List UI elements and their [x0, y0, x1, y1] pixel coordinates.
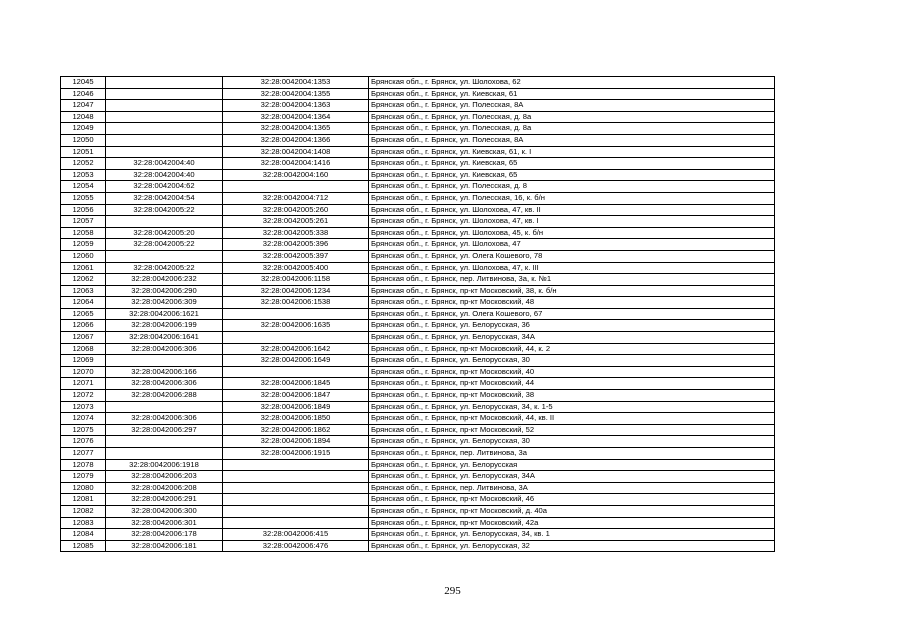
- cadastral-number-cell: 32:28:0042006:415: [223, 529, 369, 541]
- cadastral-number-cell: 32:28:0042006:1849: [223, 401, 369, 413]
- row-number-cell: 12049: [61, 123, 106, 135]
- cadastral-number-cell: 32:28:0042005:338: [223, 227, 369, 239]
- table-row: [61, 378, 775, 390]
- address-cell: Брянская обл., г. Брянск, пр-кт Московский, 40: [369, 366, 775, 378]
- table-row: [61, 482, 775, 494]
- row-number-cell: 12062: [61, 274, 106, 286]
- table-row: [61, 413, 775, 425]
- row-number-cell: 12065: [61, 308, 106, 320]
- row-number-cell: 12075: [61, 424, 106, 436]
- row-number-cell: 12056: [61, 204, 106, 216]
- address-cell: Брянская обл., г. Брянск, пр-кт Московский, 42а: [369, 517, 775, 529]
- cadastral-number-cell: 32:28:0042004:1408: [223, 146, 369, 158]
- table-row: [61, 366, 775, 378]
- cadastral-number-cell: 32:28:0042004:1416: [223, 158, 369, 170]
- table-row: [61, 181, 775, 193]
- previous-cadastral-number-cell: 32:28:0042004:54: [106, 192, 223, 204]
- address-cell: Брянская обл., г. Брянск, пр-кт Московский, 52: [369, 424, 775, 436]
- address-cell: Брянская обл., г. Брянск, ул. Белорусская, 34А: [369, 471, 775, 483]
- cadastral-number-cell: 32:28:0042004:1364: [223, 111, 369, 123]
- address-cell: Брянская обл., г. Брянск, ул. Киевская, 65: [369, 169, 775, 181]
- row-number-cell: 12067: [61, 332, 106, 344]
- cadastral-number-cell: 32:28:0042006:1158: [223, 274, 369, 286]
- row-number-cell: 12057: [61, 216, 106, 228]
- previous-cadastral-number-cell: 32:28:0042006:309: [106, 297, 223, 309]
- table-row: [61, 88, 775, 100]
- table-row: [61, 123, 775, 135]
- previous-cadastral-number-cell: 32:28:0042006:288: [106, 390, 223, 402]
- row-number-cell: 12071: [61, 378, 106, 390]
- address-cell: Брянская обл., г. Брянск, ул. Шолохова, 47, кв. I: [369, 216, 775, 228]
- address-cell: Брянская обл., г. Брянск, ул. Шолохова, 47, к. III: [369, 262, 775, 274]
- address-cell: Брянская обл., г. Брянск, пер. Литвинова, 3а, к. №1: [369, 274, 775, 286]
- cadastral-number-cell: [223, 366, 369, 378]
- table-row: [61, 204, 775, 216]
- cadastral-number-cell: [223, 505, 369, 517]
- previous-cadastral-number-cell: 32:28:0042006:1641: [106, 332, 223, 344]
- previous-cadastral-number-cell: 32:28:0042006:306: [106, 378, 223, 390]
- row-number-cell: 12058: [61, 227, 106, 239]
- address-cell: Брянская обл., г. Брянск, ул. Белорусская: [369, 459, 775, 471]
- previous-cadastral-number-cell: 32:28:0042006:232: [106, 274, 223, 286]
- table-row: [61, 100, 775, 112]
- address-cell: Брянская обл., г. Брянск, ул. Шолохова, 47: [369, 239, 775, 251]
- row-number-cell: 12074: [61, 413, 106, 425]
- previous-cadastral-number-cell: 32:28:0042006:297: [106, 424, 223, 436]
- cadastral-number-cell: 32:28:0042005:261: [223, 216, 369, 228]
- address-cell: Брянская обл., г. Брянск, пр-кт Московский, д. 40а: [369, 505, 775, 517]
- previous-cadastral-number-cell: 32:28:0042005:22: [106, 262, 223, 274]
- row-number-cell: 12082: [61, 505, 106, 517]
- cadastral-number-cell: 32:28:0042006:1642: [223, 343, 369, 355]
- row-number-cell: 12046: [61, 88, 106, 100]
- table-row: [61, 262, 775, 274]
- row-number-cell: 12069: [61, 355, 106, 367]
- table-row: [61, 77, 775, 89]
- previous-cadastral-number-cell: [106, 448, 223, 460]
- previous-cadastral-number-cell: 32:28:0042006:1918: [106, 459, 223, 471]
- address-cell: Брянская обл., г. Брянск, ул. Киевская, 61: [369, 88, 775, 100]
- previous-cadastral-number-cell: 32:28:0042006:181: [106, 540, 223, 552]
- cadastral-number-cell: 32:28:0042004:1353: [223, 77, 369, 89]
- row-number-cell: 12060: [61, 250, 106, 262]
- previous-cadastral-number-cell: 32:28:0042006:208: [106, 482, 223, 494]
- table-row: [61, 239, 775, 251]
- table-row: [61, 401, 775, 413]
- row-number-cell: 12054: [61, 181, 106, 193]
- address-cell: Брянская обл., г. Брянск, ул. Белорусская, 32: [369, 540, 775, 552]
- address-cell: Брянская обл., г. Брянск, ул. Полесская, д. 8а: [369, 123, 775, 135]
- address-cell: Брянская обл., г. Брянск, ул. Белорусская, 36: [369, 320, 775, 332]
- table-row: [61, 250, 775, 262]
- previous-cadastral-number-cell: 32:28:0042006:1621: [106, 308, 223, 320]
- cadastral-number-cell: 32:28:0042006:1847: [223, 390, 369, 402]
- table-row: [61, 320, 775, 332]
- address-cell: Брянская обл., г. Брянск, ул. Олега Кошевого, 67: [369, 308, 775, 320]
- row-number-cell: 12085: [61, 540, 106, 552]
- table-row: [61, 459, 775, 471]
- table-row: [61, 169, 775, 181]
- row-number-cell: 12078: [61, 459, 106, 471]
- row-number-cell: 12052: [61, 158, 106, 170]
- table-row: [61, 505, 775, 517]
- address-cell: Брянская обл., г. Брянск, пер. Литвинова, 3а: [369, 448, 775, 460]
- cadastral-number-cell: 32:28:0042006:1862: [223, 424, 369, 436]
- table-row: [61, 111, 775, 123]
- address-cell: Брянская обл., г. Брянск, ул. Белорусская, 30: [369, 436, 775, 448]
- row-number-cell: 12072: [61, 390, 106, 402]
- address-cell: Брянская обл., г. Брянск, ул. Белорусская, 34А: [369, 332, 775, 344]
- table-row: [61, 227, 775, 239]
- cadastral-number-cell: 32:28:0042006:1915: [223, 448, 369, 460]
- table-row: [61, 134, 775, 146]
- previous-cadastral-number-cell: 32:28:0042006:290: [106, 285, 223, 297]
- table-row: [61, 424, 775, 436]
- address-cell: Брянская обл., г. Брянск, ул. Киевская, 65: [369, 158, 775, 170]
- table-row: [61, 436, 775, 448]
- row-number-cell: 12073: [61, 401, 106, 413]
- page-number: 295: [444, 585, 461, 597]
- row-number-cell: 12080: [61, 482, 106, 494]
- cadastral-number-cell: [223, 459, 369, 471]
- row-number-cell: 12084: [61, 529, 106, 541]
- table-row: [61, 297, 775, 309]
- row-number-cell: 12055: [61, 192, 106, 204]
- row-number-cell: 12047: [61, 100, 106, 112]
- previous-cadastral-number-cell: [106, 77, 223, 89]
- row-number-cell: 12068: [61, 343, 106, 355]
- previous-cadastral-number-cell: 32:28:0042006:203: [106, 471, 223, 483]
- address-cell: Брянская обл., г. Брянск, ул. Полесская, 8А: [369, 100, 775, 112]
- previous-cadastral-number-cell: [106, 123, 223, 135]
- previous-cadastral-number-cell: [106, 436, 223, 448]
- table-row: [61, 146, 775, 158]
- address-cell: Брянская обл., г. Брянск, ул. Полесская, д. 8: [369, 181, 775, 193]
- row-number-cell: 12070: [61, 366, 106, 378]
- table-row: [61, 355, 775, 367]
- cadastral-number-cell: [223, 494, 369, 506]
- address-cell: Брянская обл., г. Брянск, пер. Литвинова, 3А: [369, 482, 775, 494]
- cadastral-number-cell: 32:28:0042005:397: [223, 250, 369, 262]
- previous-cadastral-number-cell: [106, 146, 223, 158]
- property-registry-table: [60, 76, 775, 552]
- cadastral-number-cell: 32:28:0042006:1234: [223, 285, 369, 297]
- row-number-cell: 12051: [61, 146, 106, 158]
- row-number-cell: 12079: [61, 471, 106, 483]
- previous-cadastral-number-cell: 32:28:0042006:199: [106, 320, 223, 332]
- previous-cadastral-number-cell: [106, 216, 223, 228]
- table-row: [61, 274, 775, 286]
- row-number-cell: 12061: [61, 262, 106, 274]
- previous-cadastral-number-cell: 32:28:0042005:22: [106, 204, 223, 216]
- previous-cadastral-number-cell: 32:28:0042006:300: [106, 505, 223, 517]
- cadastral-number-cell: [223, 517, 369, 529]
- address-cell: Брянская обл., г. Брянск, пр-кт Московский, 48: [369, 297, 775, 309]
- address-cell: Брянская обл., г. Брянск, ул. Шолохова, 47, кв. II: [369, 204, 775, 216]
- row-number-cell: 12083: [61, 517, 106, 529]
- address-cell: Брянская обл., г. Брянск, ул. Олега Кошевого, 78: [369, 250, 775, 262]
- previous-cadastral-number-cell: 32:28:0042005:20: [106, 227, 223, 239]
- previous-cadastral-number-cell: 32:28:0042006:291: [106, 494, 223, 506]
- previous-cadastral-number-cell: 32:28:0042006:301: [106, 517, 223, 529]
- table-row: [61, 216, 775, 228]
- table-row: [61, 529, 775, 541]
- address-cell: Брянская обл., г. Брянск, ул. Шолохова, 45, к. б/н: [369, 227, 775, 239]
- previous-cadastral-number-cell: 32:28:0042004:62: [106, 181, 223, 193]
- row-number-cell: 12076: [61, 436, 106, 448]
- cadastral-number-cell: 32:28:0042006:1649: [223, 355, 369, 367]
- previous-cadastral-number-cell: 32:28:0042005:22: [106, 239, 223, 251]
- previous-cadastral-number-cell: [106, 111, 223, 123]
- previous-cadastral-number-cell: 32:28:0042006:306: [106, 413, 223, 425]
- address-cell: Брянская обл., г. Брянск, ул. Белорусская, 30: [369, 355, 775, 367]
- address-cell: Брянская обл., г. Брянск, пр-кт Московский, 38: [369, 390, 775, 402]
- previous-cadastral-number-cell: [106, 401, 223, 413]
- cadastral-number-cell: 32:28:0042004:1365: [223, 123, 369, 135]
- table-row: [61, 390, 775, 402]
- cadastral-number-cell: [223, 471, 369, 483]
- row-number-cell: 12066: [61, 320, 106, 332]
- cadastral-number-cell: 32:28:0042006:1850: [223, 413, 369, 425]
- cadastral-number-cell: 32:28:0042005:260: [223, 204, 369, 216]
- cadastral-number-cell: [223, 332, 369, 344]
- previous-cadastral-number-cell: 32:28:0042004:40: [106, 169, 223, 181]
- cadastral-number-cell: 32:28:0042004:1363: [223, 100, 369, 112]
- cadastral-number-cell: 32:28:0042005:396: [223, 239, 369, 251]
- cadastral-number-cell: 32:28:0042006:1845: [223, 378, 369, 390]
- address-cell: Брянская обл., г. Брянск, ул. Киевская, 61, к. I: [369, 146, 775, 158]
- address-cell: Брянская обл., г. Брянск, ул. Белорусская, 34, к. 1-5: [369, 401, 775, 413]
- address-cell: Брянская обл., г. Брянск, пр-кт Московский, 44: [369, 378, 775, 390]
- cadastral-number-cell: [223, 181, 369, 193]
- previous-cadastral-number-cell: [106, 134, 223, 146]
- previous-cadastral-number-cell: 32:28:0042006:306: [106, 343, 223, 355]
- cadastral-number-cell: 32:28:0042006:1635: [223, 320, 369, 332]
- cadastral-number-cell: [223, 308, 369, 320]
- table-row: [61, 471, 775, 483]
- row-number-cell: 12081: [61, 494, 106, 506]
- previous-cadastral-number-cell: 32:28:0042006:178: [106, 529, 223, 541]
- table-row: [61, 343, 775, 355]
- row-number-cell: 12053: [61, 169, 106, 181]
- cadastral-number-cell: 32:28:0042004:1355: [223, 88, 369, 100]
- table-row: [61, 448, 775, 460]
- cadastral-number-cell: 32:28:0042004:160: [223, 169, 369, 181]
- cadastral-number-cell: 32:28:0042004:1366: [223, 134, 369, 146]
- row-number-cell: 12077: [61, 448, 106, 460]
- address-cell: Брянская обл., г. Брянск, ул. Полесская, 8А: [369, 134, 775, 146]
- previous-cadastral-number-cell: [106, 250, 223, 262]
- address-cell: Брянская обл., г. Брянск, пр-кт Московский, 44, к. 2: [369, 343, 775, 355]
- cadastral-number-cell: [223, 482, 369, 494]
- previous-cadastral-number-cell: 32:28:0042004:40: [106, 158, 223, 170]
- table-row: [61, 332, 775, 344]
- cadastral-number-cell: 32:28:0042005:400: [223, 262, 369, 274]
- table-row: [61, 192, 775, 204]
- table-row: [61, 158, 775, 170]
- address-cell: Брянская обл., г. Брянск, пр-кт Московский, 44, кв. II: [369, 413, 775, 425]
- cadastral-number-cell: 32:28:0042006:1894: [223, 436, 369, 448]
- cadastral-number-cell: 32:28:0042004:712: [223, 192, 369, 204]
- address-cell: Брянская обл., г. Брянск, пр-кт Московский, 46: [369, 494, 775, 506]
- address-cell: Брянская обл., г. Брянск, ул. Полесская, д. 8а: [369, 111, 775, 123]
- row-number-cell: 12059: [61, 239, 106, 251]
- table-row: [61, 285, 775, 297]
- address-cell: Брянская обл., г. Брянск, ул. Полесская, 16, к. б/н: [369, 192, 775, 204]
- table-row: [61, 517, 775, 529]
- address-cell: Брянская обл., г. Брянск, пр-кт Московский, 38, к. б/н: [369, 285, 775, 297]
- row-number-cell: 12048: [61, 111, 106, 123]
- row-number-cell: 12064: [61, 297, 106, 309]
- cadastral-number-cell: 32:28:0042006:476: [223, 540, 369, 552]
- table-row: [61, 540, 775, 552]
- address-cell: Брянская обл., г. Брянск, ул. Белорусская, 34, кв. 1: [369, 529, 775, 541]
- row-number-cell: 12063: [61, 285, 106, 297]
- table-row: [61, 308, 775, 320]
- previous-cadastral-number-cell: [106, 88, 223, 100]
- address-cell: Брянская обл., г. Брянск, ул. Шолохова, 62: [369, 77, 775, 89]
- cadastral-number-cell: 32:28:0042006:1538: [223, 297, 369, 309]
- previous-cadastral-number-cell: [106, 100, 223, 112]
- previous-cadastral-number-cell: [106, 355, 223, 367]
- row-number-cell: 12045: [61, 77, 106, 89]
- previous-cadastral-number-cell: 32:28:0042006:166: [106, 366, 223, 378]
- row-number-cell: 12050: [61, 134, 106, 146]
- registry-body: [61, 77, 775, 552]
- table-row: [61, 494, 775, 506]
